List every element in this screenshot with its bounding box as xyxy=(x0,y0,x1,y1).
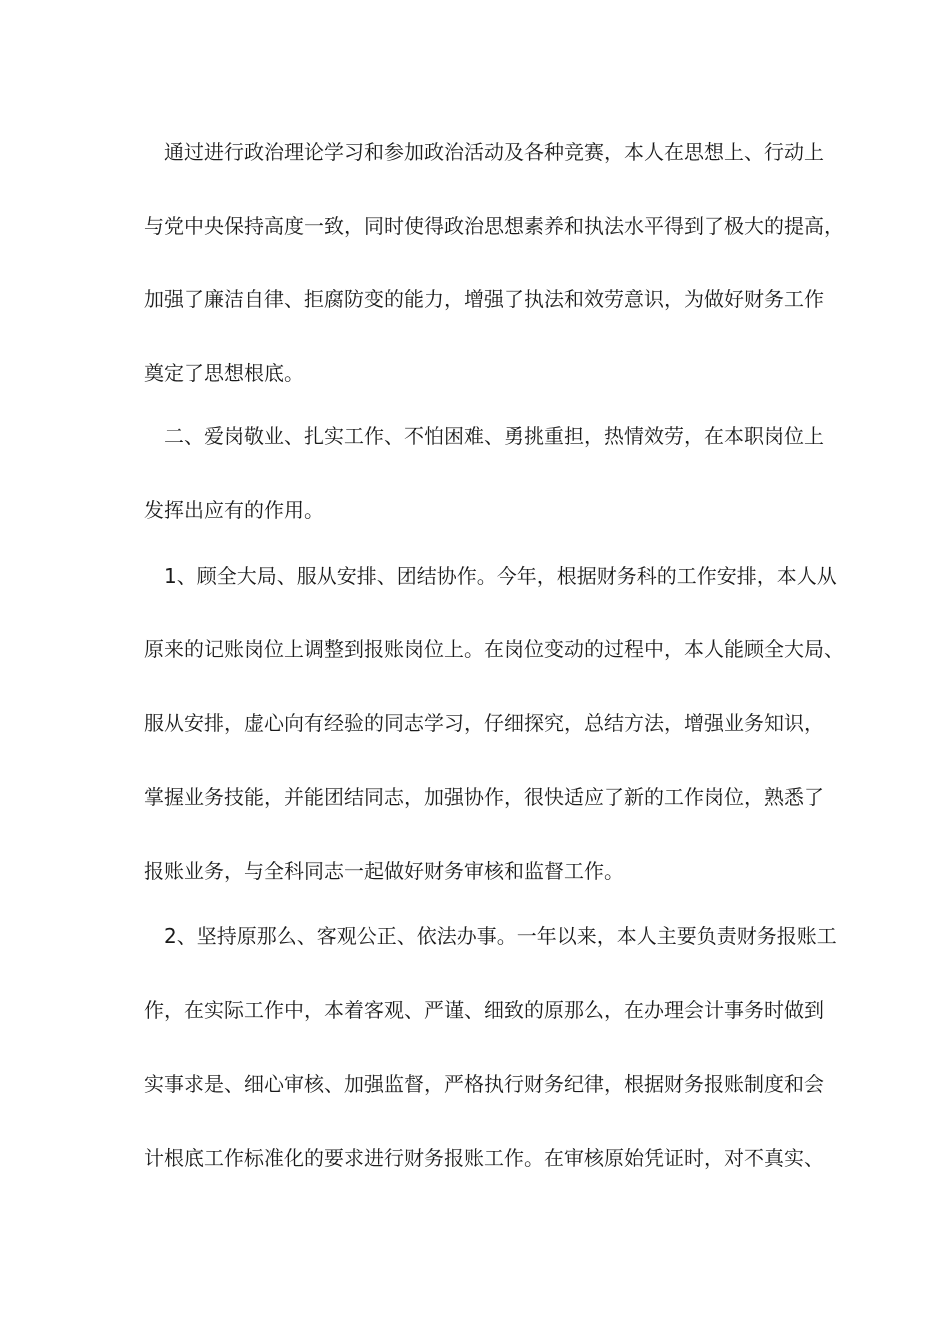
section-heading-line: 二、爱岗敬业、扎实工作、不怕困难、勇挑重担，热情效劳，在本职岗位上 xyxy=(164,424,824,448)
paragraph-line: 奠定了思想根底。 xyxy=(144,361,304,385)
list-item-line: 作，在实际工作中，本着客观、严谨、细致的原那么，在办理会计事务时做到 xyxy=(144,998,824,1022)
list-item-line: 计根底工作标准化的要求进行财务报账工作。在审核原始凭证时，对不真实、 xyxy=(144,1146,824,1170)
paragraph-line: 加强了廉洁自律、拒腐防变的能力，增强了执法和效劳意识，为做好财务工作 xyxy=(144,287,824,311)
paragraph-line: 通过进行政治理论学习和参加政治活动及各种竞赛，本人在思想上、行动上 xyxy=(164,140,824,164)
list-item-line: 2、坚持原那么、客观公正、依法办事。一年以来，本人主要负责财务报账工 xyxy=(164,924,837,948)
section-heading-line: 发挥出应有的作用。 xyxy=(144,498,324,522)
list-item-line: 1、顾全大局、服从安排、团结协作。今年，根据财务科的工作安排，本人从 xyxy=(164,564,837,588)
list-item-line: 实事求是、细心审核、加强监督，严格执行财务纪律，根据财务报账制度和会 xyxy=(144,1072,824,1096)
list-item-line: 原来的记账岗位上调整到报账岗位上。在岗位变动的过程中，本人能顾全大局、 xyxy=(144,637,844,661)
list-item-line: 报账业务，与全科同志一起做好财务审核和监督工作。 xyxy=(144,859,624,883)
paragraph-line: 与党中央保持高度一致，同时使得政治思想素养和执法水平得到了极大的提高， xyxy=(144,214,844,238)
list-item-line: 服从安排，虚心向有经验的同志学习，仔细探究，总结方法，增强业务知识， xyxy=(144,711,824,735)
list-item-line: 掌握业务技能，并能团结同志，加强协作，很快适应了新的工作岗位，熟悉了 xyxy=(144,785,824,809)
